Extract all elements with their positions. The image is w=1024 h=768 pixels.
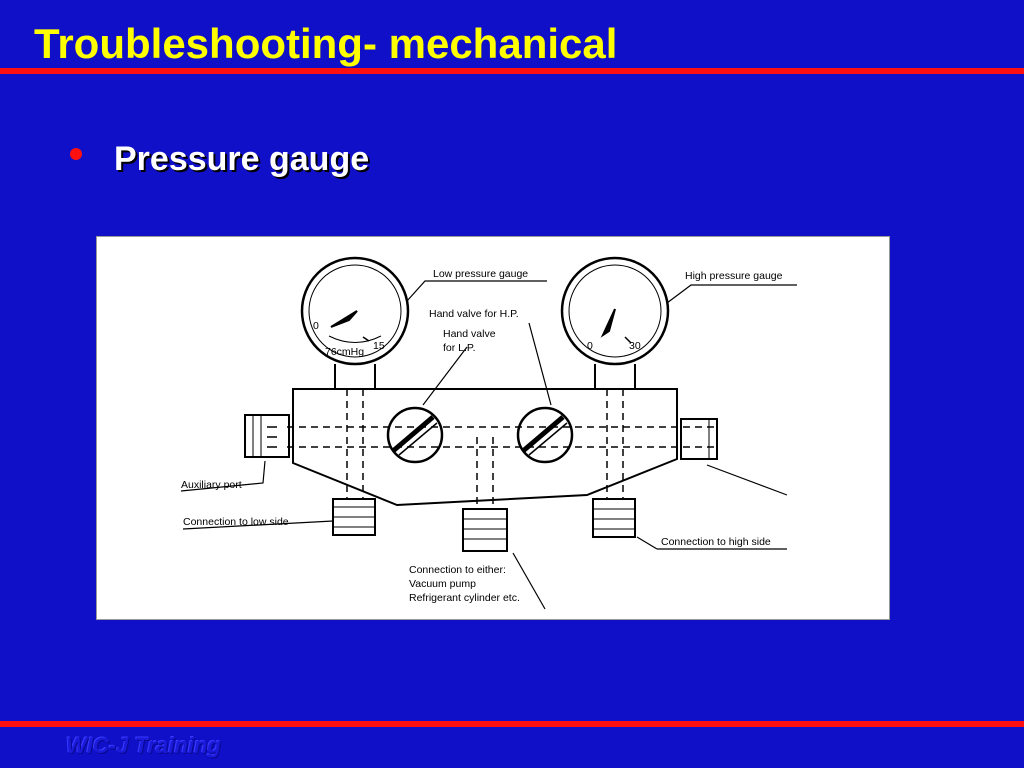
low-gauge-label: Low pressure gauge	[433, 268, 529, 280]
hand-valve-lp	[388, 408, 442, 462]
bullet-dot-icon	[70, 148, 82, 160]
low-side-label: Connection to low side	[183, 516, 289, 528]
hand-valve-hp	[518, 408, 572, 462]
either-label-3: Refrigerant cylinder etc.	[409, 592, 520, 604]
either-label-1: Connection to either:	[409, 564, 506, 576]
low-gauge-zero: 0	[313, 320, 319, 332]
hand-valve-hp-label: Hand valve for H.P.	[429, 308, 519, 320]
high-gauge-max: 30	[629, 340, 641, 352]
high-pressure-gauge	[562, 258, 668, 389]
hand-valve-lp-label-2: for L.P.	[443, 342, 476, 354]
title-divider	[0, 68, 1024, 74]
footer-text: WIC-J Training	[66, 733, 221, 758]
slide-title: Troubleshooting- mechanical	[34, 20, 618, 67]
manifold-gauge-diagram	[96, 236, 890, 620]
auxiliary-port-label: Auxiliary port	[181, 479, 242, 491]
high-gauge-label: High pressure gauge	[685, 270, 783, 282]
auxiliary-port-fitting	[245, 415, 289, 457]
low-gauge-unit: 76cmHg	[325, 346, 365, 358]
bullet-item	[70, 140, 369, 179]
bullet-text: Pressure gauge	[114, 140, 370, 178]
hand-valve-lp-label-1: Hand valve	[443, 328, 496, 340]
high-side-fitting	[593, 499, 635, 537]
low-side-fitting	[333, 499, 375, 535]
low-gauge-max: 15	[373, 340, 385, 352]
right-port-fitting	[681, 419, 717, 459]
center-fitting	[463, 509, 507, 551]
high-side-label: Connection to high side	[661, 536, 771, 548]
high-gauge-zero: 0	[587, 340, 593, 352]
footer-divider	[0, 721, 1024, 727]
either-label-2: Vacuum pump	[409, 578, 476, 590]
manifold-gauge-svg	[97, 237, 889, 619]
